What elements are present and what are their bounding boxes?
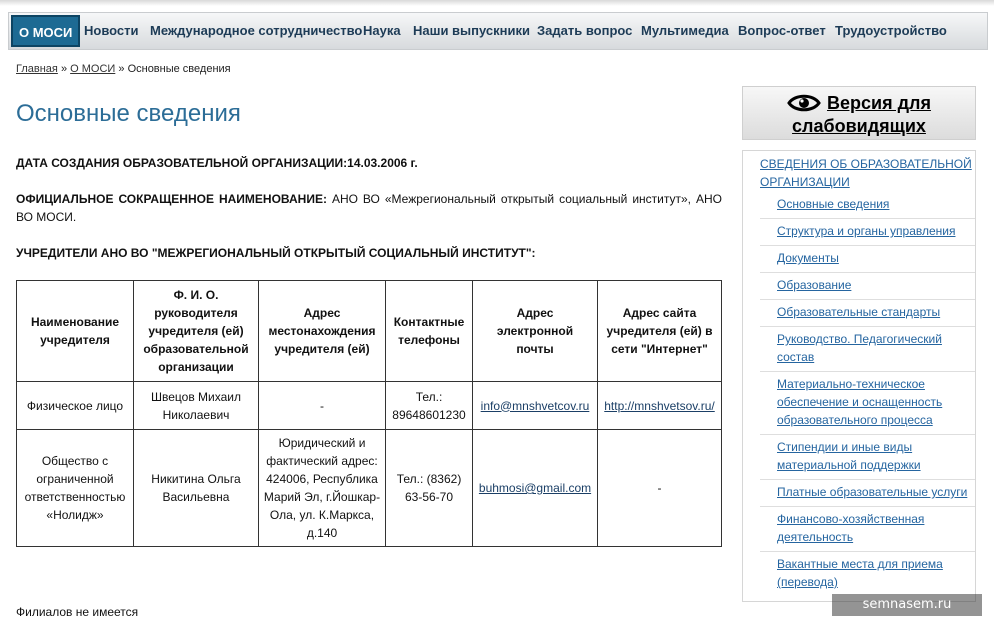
divider <box>760 506 975 507</box>
divider <box>760 551 975 552</box>
table-header-cell: Ф. И. О. руководителя учредителя (ей) образовательной организации <box>134 281 259 382</box>
top-shadow <box>0 0 994 6</box>
table-cell: - <box>598 430 722 547</box>
table-header-cell: Адрес сайта учредителя (ей) в сети "Интернет" <box>598 281 722 382</box>
nav-item-employment[interactable]: Трудоустройство <box>835 23 947 38</box>
side-menu <box>742 150 976 602</box>
eye-icon <box>787 93 821 113</box>
low-vision-label-line1 <box>743 93 975 114</box>
side-menu-item[interactable]: Материально-техническое обеспечение и оснащенность образовательного процесса <box>777 377 943 427</box>
low-vision-label-text1: Версия для <box>827 93 931 113</box>
side-menu-item[interactable]: Образовательные стандарты <box>777 305 941 319</box>
founders-table <box>16 280 722 547</box>
table-header-cell: Адрес электронной почты <box>473 281 598 382</box>
page-title: Основные сведения <box>16 100 241 127</box>
table-header-cell: Контактные телефоны <box>386 281 473 382</box>
nav-item-graduates[interactable]: Наши выпускники <box>413 23 530 38</box>
email-link[interactable]: info@mnshvetcov.ru <box>480 398 590 413</box>
breadcrumb-separator: » <box>118 63 125 75</box>
divider <box>760 326 975 327</box>
nav-item-news[interactable]: Новости <box>84 23 139 38</box>
creation-date-text: ДАТА СОЗДАНИЯ ОБРАЗОВАТЕЛЬНОЙ ОРГАНИЗАЦИИ:14.03.2006 г. <box>16 156 418 170</box>
low-vision-version-button[interactable] <box>742 86 976 140</box>
table-cell: Физическое лицо <box>17 382 134 430</box>
table-cell: Никитина Ольга Васильевна <box>134 430 259 547</box>
divider <box>760 299 975 300</box>
table-cell: Юридический и фактический адрес: 424006, Республика Марий Эл, г.Йошкар-Ола, ул. К.Маркса, д.140 <box>259 430 386 547</box>
side-menu-item[interactable]: Образование <box>777 278 852 292</box>
founders-heading-text: УЧРЕДИТЕЛИ АНО ВО "МЕЖРЕГИОНАЛЬНЫЙ ОТКРЫТЫЙ СОЦИАЛЬНЫЙ ИНСТИТУТ": <box>16 246 536 260</box>
nav-item-international[interactable]: Международное сотрудничество <box>150 23 363 38</box>
side-menu-heading[interactable]: СВЕДЕНИЯ ОБ ОБРАЗОВАТЕЛЬНОЙ ОРГАНИЗАЦИИ <box>760 157 972 189</box>
side-menu-item[interactable]: Вакантные места для приема (перевода) <box>777 557 943 589</box>
short-name-label: ОФИЦИАЛЬНОЕ СОКРАЩЕННОЕ НАИМЕНОВАНИЕ: <box>16 192 327 206</box>
divider <box>760 245 975 246</box>
table-cell <box>473 430 598 547</box>
short-name-value: АНО ВО «Межрегиональный открытый социальный институт», АНО ВО МОСИ. <box>16 192 722 224</box>
table-header-row <box>17 281 722 382</box>
divider <box>760 479 975 480</box>
table-cell: - <box>259 382 386 430</box>
breadcrumb-home-link[interactable]: Главная <box>16 63 58 75</box>
divider <box>760 434 975 435</box>
table-cell: Общество с ограниченной ответственностью «Нолидж» <box>17 430 134 547</box>
breadcrumb-current: Основные сведения <box>127 63 231 75</box>
website-link[interactable]: http://mnshvetsov.ru/ <box>604 398 715 413</box>
table-cell: Тел.: 89648601230 <box>386 382 473 430</box>
main-nav <box>8 12 988 50</box>
table-header-cell: Наименование учредителя <box>17 281 134 382</box>
founders-heading <box>16 244 722 262</box>
nav-item-multimedia[interactable]: Мультимедиа <box>641 23 729 38</box>
low-vision-label-line2: слабовидящих <box>792 116 926 136</box>
side-menu-item[interactable]: Руководство. Педагогический состав <box>777 332 942 364</box>
branches-note: Филиалов не имеется <box>16 605 139 619</box>
table-header-cell: Адрес местонахождения учредителя (ей) <box>259 281 386 382</box>
creation-date <box>16 154 722 172</box>
nav-item-science[interactable]: Наука <box>363 23 401 38</box>
breadcrumb-separator: » <box>60 63 68 75</box>
nav-item-ask[interactable]: Задать вопрос <box>537 23 633 38</box>
breadcrumb-section-link[interactable]: О МОСИ <box>70 63 116 75</box>
short-name-block <box>16 190 722 226</box>
side-menu-item[interactable]: Структура и органы управления <box>777 224 956 238</box>
divider <box>760 272 975 273</box>
side-menu-item[interactable]: Платные образовательные услуги <box>777 485 968 499</box>
side-menu-item[interactable]: Финансово-хозяйственная деятельность <box>777 512 925 544</box>
side-menu-item[interactable]: Документы <box>777 251 839 265</box>
table-cell: Тел.: (8362) 63-56-70 <box>386 430 473 547</box>
nav-item-faq[interactable]: Вопрос-ответ <box>738 23 826 38</box>
nav-item-about[interactable]: О МОСИ <box>11 15 80 47</box>
divider <box>760 371 975 372</box>
watermark: semnasem.ru <box>832 594 982 616</box>
breadcrumb <box>16 63 231 75</box>
table-row <box>17 382 722 430</box>
side-menu-item[interactable]: Стипендии и иные виды материальной поддержки <box>777 440 921 472</box>
table-cell <box>598 382 722 430</box>
side-menu-item[interactable]: Основные сведения <box>777 197 890 211</box>
email-link[interactable]: buhmosi@gmail.com <box>478 481 592 495</box>
table-cell: Швецов Михаил Николаевич <box>134 382 259 430</box>
divider <box>760 218 975 219</box>
table-row <box>17 430 722 547</box>
table-cell <box>473 382 598 430</box>
